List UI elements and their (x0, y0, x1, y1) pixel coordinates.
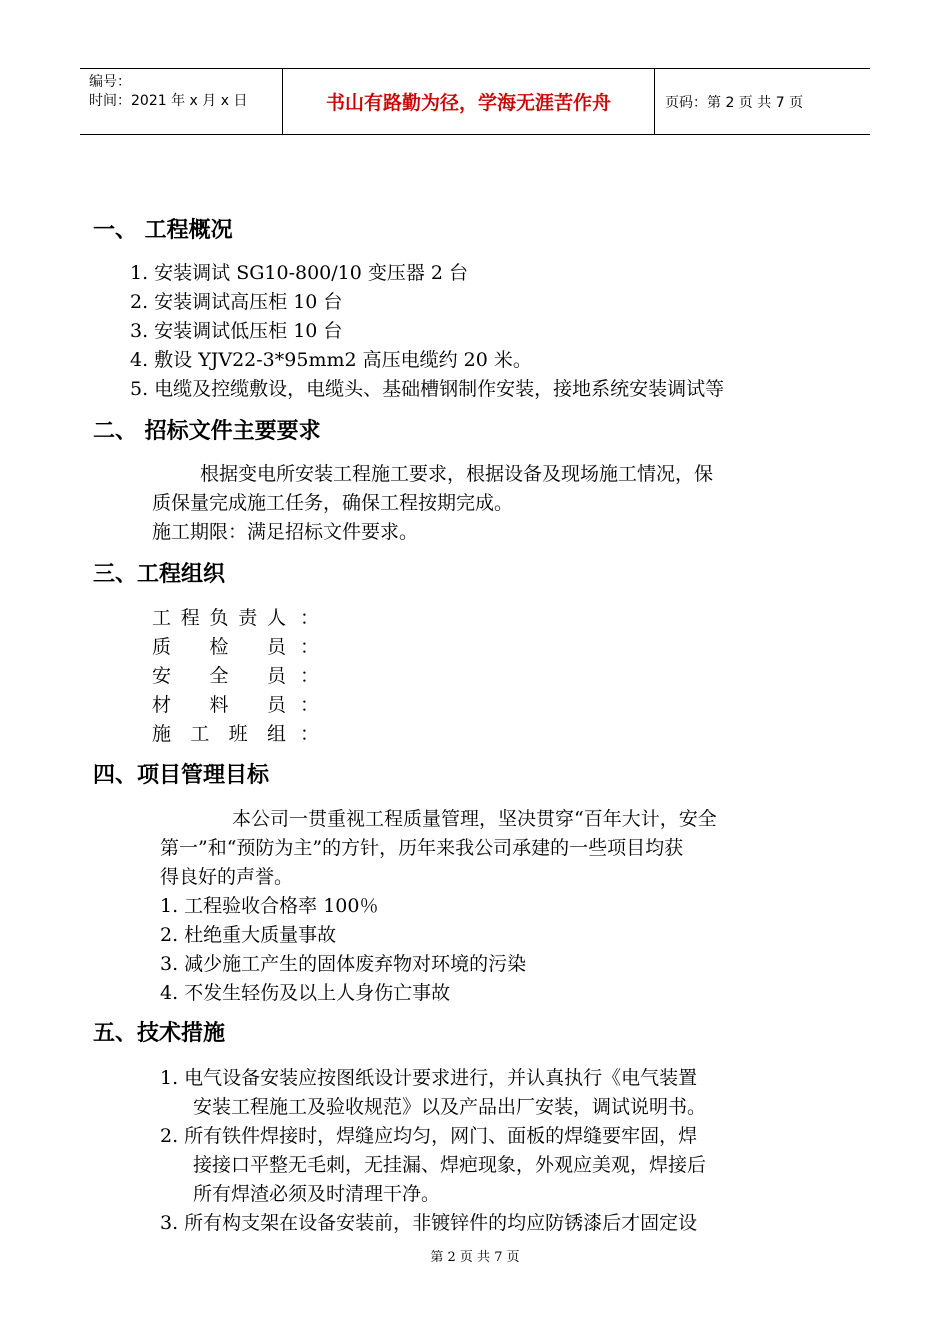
doc-time: 时间：2021 年 x 月 x 日 (89, 93, 248, 109)
org-colon: ： (300, 694, 320, 716)
paragraph-line: 得良好的声誉。 (160, 866, 294, 888)
section-title-goals: 四、项目管理目标 (93, 763, 270, 788)
header-meta (80, 69, 283, 134)
org-colon: ： (300, 723, 320, 745)
page-footer: 第 2 页 共 7 页 (430, 1250, 520, 1265)
section-title-technical: 五、技术措施 (93, 1021, 226, 1046)
section-title-overview: 一、 工程概况 (93, 218, 233, 243)
org-row (152, 605, 319, 631)
list-item: 4. 不发生轻伤及以上人身伤亡事故 (160, 982, 451, 1004)
org-role: 材料员 (152, 694, 286, 716)
list-item: 1. 工程验收合格率 100％ (160, 895, 379, 917)
list-item: 3. 安装调试低压柜 10 台 (130, 320, 343, 342)
org-role: 施工班组 (152, 723, 286, 745)
org-role: 质检员 (152, 636, 286, 658)
list-item: 3. 所有构支架在设备安装前，非镀锌件的均应防锈漆后才固定设 (160, 1212, 698, 1234)
paragraph-line: 第一”和“预防为主”的方针，历年来我公司承建的一些项目均获 (160, 837, 684, 859)
construction-period: 施工期限：满足招标文件要求。 (152, 521, 419, 543)
list-item: 2. 杜绝重大质量事故 (160, 924, 337, 946)
list-item: 2. 安装调试高压柜 10 台 (130, 291, 343, 313)
org-row (152, 692, 319, 718)
header-motto: 书山有路勤为径，学海无涯苦作舟 (283, 69, 655, 134)
list-item: 3. 减少施工产生的固体废弃物对环境的污染 (160, 953, 527, 975)
list-item: 2. 所有铁件焊接时，焊缝应均匀，网门、面板的焊缝要牢固，焊 (160, 1125, 698, 1147)
list-item: 1. 安装调试 SG10-800/10 变压器 2 台 (130, 262, 469, 284)
section-title-organization: 三、工程组织 (93, 562, 226, 587)
list-item: 5. 电缆及控缆敷设，电缆头、基础槽钢制作安装，接地系统安装调试等 (130, 378, 725, 400)
page-header (80, 68, 870, 135)
list-item-continuation: 安装工程施工及验收规范》以及产品出厂安装，调试说明书。 (193, 1096, 707, 1118)
paragraph-line: 本公司一贯重视工程质量管理，坚决贯穿“百年大计，安全 (232, 808, 717, 830)
doc-number-label: 编号： (89, 74, 131, 90)
paragraph-line: 质保量完成施工任务，确保工程按期完成。 (152, 492, 514, 514)
org-colon: ： (300, 607, 320, 629)
org-row (152, 721, 319, 747)
section-title-requirements: 二、 招标文件主要要求 (93, 419, 321, 444)
org-role: 工程负责人 (152, 607, 286, 629)
list-item-continuation: 接接口平整无毛刺，无挂漏、焊疤现象，外观应美观，焊接后 (193, 1154, 707, 1176)
org-colon: ： (300, 636, 320, 658)
org-role: 安全员 (152, 665, 286, 687)
list-item: 1. 电气设备安装应按图纸设计要求进行，并认真执行《电气装置 (160, 1067, 698, 1089)
org-colon: ： (300, 665, 320, 687)
list-item: 4. 敷设 YJV22-3*95mm2 高压电缆约 20 米。 (130, 349, 532, 371)
org-row (152, 663, 319, 689)
list-item-continuation: 所有焊渣必须及时清理干净。 (193, 1183, 441, 1205)
header-page-info: 页码：第 2 页 共 7 页 (665, 94, 804, 111)
paragraph-line: 根据变电所安装工程施工要求，根据设备及现场施工情况，保 (200, 463, 714, 485)
org-row (152, 634, 319, 660)
